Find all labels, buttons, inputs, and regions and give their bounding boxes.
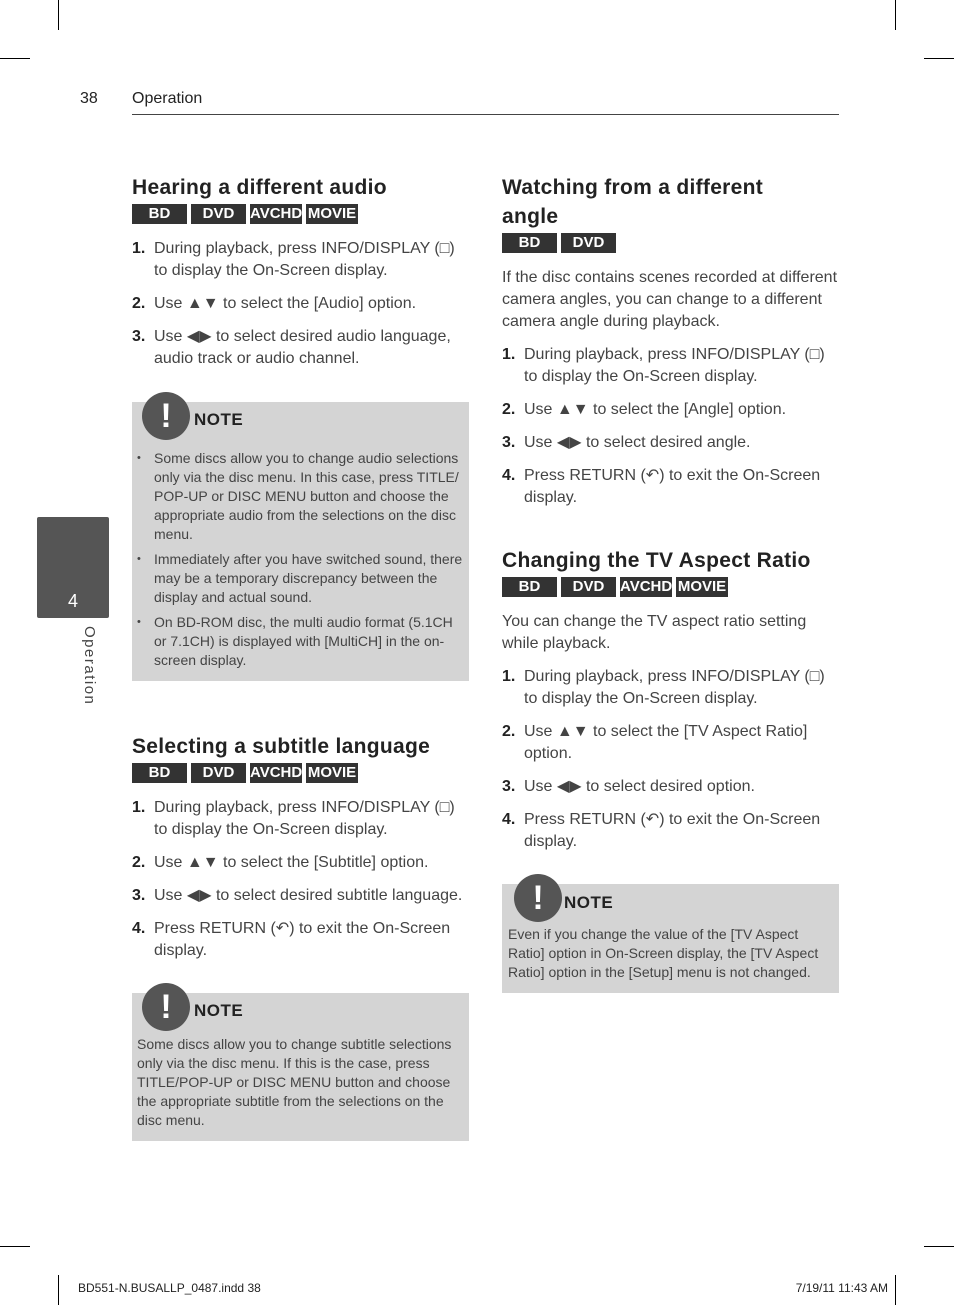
- angle-intro: If the disc contains scenes recorded at different camera angles, you can change to a different camera angle during playback.: [502, 269, 838, 330]
- header-rule: [132, 114, 839, 115]
- aspect-section: [502, 546, 842, 853]
- step: 4. Press RETURN (↶) to exit the On-Screen display.: [502, 811, 821, 850]
- subtitle-steps: [132, 797, 472, 962]
- step: 1. During playback, press INFO/DISPLAY (□) to display the On-Screen display.: [502, 668, 825, 707]
- footer-file: BD551-N.BUSALLP_0487.indd 38: [78, 1281, 261, 1295]
- subtitle-title: Selecting a subtitle language: [132, 735, 431, 758]
- audio-section: [132, 173, 472, 370]
- angle-title: Watching from a different angle: [502, 176, 764, 228]
- subtitle-section: [132, 732, 472, 962]
- crop-mark: [58, 1275, 59, 1305]
- step: 4. Press RETURN (↶) to exit the On-Screen display.: [502, 467, 821, 506]
- step: 4. Press RETURN (↶) to exit the On-Screen display.: [132, 920, 451, 959]
- step: 1. During playback, press INFO/DISPLAY (□) to display the On-Screen display.: [502, 346, 825, 385]
- badge-bd: BD: [132, 763, 187, 783]
- exclamation-icon: !: [142, 392, 190, 440]
- step: 3. Use ◀▶ to select desired audio language, audio track or audio channel.: [132, 328, 451, 367]
- step: 3. Use ◀▶ to select desired subtitle language.: [132, 887, 463, 904]
- chapter-tab: [37, 517, 109, 618]
- badge-bd: BD: [502, 577, 557, 597]
- badge-movie: MOVIE: [307, 205, 357, 222]
- audio-note: [132, 397, 469, 681]
- note-text: Some discs allow you to change subtitle selections only via the disc menu. If this is the case, press TITLE/POP-UP or DISC MENU button and choose the appropriate subtitle from the selections on the disc menu.: [137, 1036, 452, 1128]
- note-bullet: • Some discs allow you to change audio selections only via the disc menu. In this case, press TITLE/ POP-UP or DISC MENU button and choose the appropriate audio from the selections on the disc menu.: [137, 449, 464, 544]
- aspect-badges: [502, 577, 842, 597]
- step: 1. During playback, press INFO/DISPLAY (□) to display the On-Screen display.: [132, 799, 455, 838]
- angle-badges: [502, 233, 842, 253]
- aspect-title: Changing the TV Aspect Ratio: [502, 549, 811, 572]
- crop-mark: [924, 1246, 954, 1247]
- page-number: 38: [80, 90, 98, 107]
- audio-steps: [132, 238, 472, 370]
- aspect-note: [502, 879, 839, 993]
- step: 3. Use ◀▶ to select desired angle.: [502, 434, 751, 451]
- step: 2. Use ▲▼ to select the [Subtitle] option.: [132, 854, 429, 871]
- badge-bd: BD: [132, 204, 187, 224]
- chapter-number: 4: [67, 591, 78, 611]
- note-bullet: • Immediately after you have switched sound, there may be a temporary discrepancy between the display and actual sound.: [137, 550, 464, 607]
- subtitle-note: [132, 988, 469, 1141]
- exclamation-icon: !: [142, 983, 190, 1031]
- note-bullets: [137, 449, 464, 676]
- crop-mark: [58, 0, 59, 30]
- step: 3. Use ◀▶ to select desired option.: [502, 778, 755, 795]
- chapter-label: Operation: [81, 626, 98, 706]
- step: 2. Use ▲▼ to select the [Angle] option.: [502, 401, 787, 418]
- aspect-intro: You can change the TV aspect ratio setting while playback.: [502, 613, 807, 652]
- angle-steps: [502, 344, 842, 509]
- note-bullet: • On BD-ROM disc, the multi audio format (5.1CH or 7.1CH) is displayed with [MultiCH] in the on-screen display.: [137, 613, 464, 670]
- step: 2. Use ▲▼ to select the [TV Aspect Ratio] option.: [502, 723, 808, 762]
- badge-avchd: AVCHD: [250, 205, 303, 222]
- crop-mark: [0, 58, 30, 59]
- crop-mark: [895, 1275, 896, 1305]
- note-title: NOTE: [194, 410, 244, 429]
- audio-badges: [132, 204, 472, 224]
- badge-avchd: AVCHD: [620, 578, 673, 595]
- note-title: NOTE: [564, 893, 614, 912]
- badge-movie: MOVIE: [677, 578, 727, 595]
- audio-title: Hearing a different audio: [132, 176, 387, 199]
- note-text: Even if you change the value of the [TV Aspect Ratio] option in On-Screen display, the [TV Aspect Ratio] option in the [Setup] menu is not changed.: [508, 926, 819, 980]
- badge-avchd: AVCHD: [250, 764, 303, 781]
- step: 2. Use ▲▼ to select the [Audio] option.: [132, 295, 417, 312]
- badge-dvd: DVD: [561, 233, 616, 253]
- badge-dvd: DVD: [191, 204, 246, 224]
- badge-dvd: DVD: [561, 577, 616, 597]
- exclamation-icon: !: [514, 874, 562, 922]
- note-title: NOTE: [194, 1001, 244, 1020]
- aspect-steps: [502, 666, 842, 853]
- step: 1. During playback, press INFO/DISPLAY (□) to display the On-Screen display.: [132, 240, 455, 279]
- crop-mark: [0, 1246, 30, 1247]
- crop-mark: [924, 58, 954, 59]
- running-header: Operation: [132, 90, 203, 107]
- badge-dvd: DVD: [191, 763, 246, 783]
- subtitle-badges: [132, 763, 472, 783]
- badge-bd: BD: [502, 233, 557, 253]
- badge-movie: MOVIE: [307, 764, 357, 781]
- crop-mark: [895, 0, 896, 30]
- angle-section: [502, 173, 842, 509]
- footer-date: 7/19/11 11:43 AM: [795, 1281, 888, 1295]
